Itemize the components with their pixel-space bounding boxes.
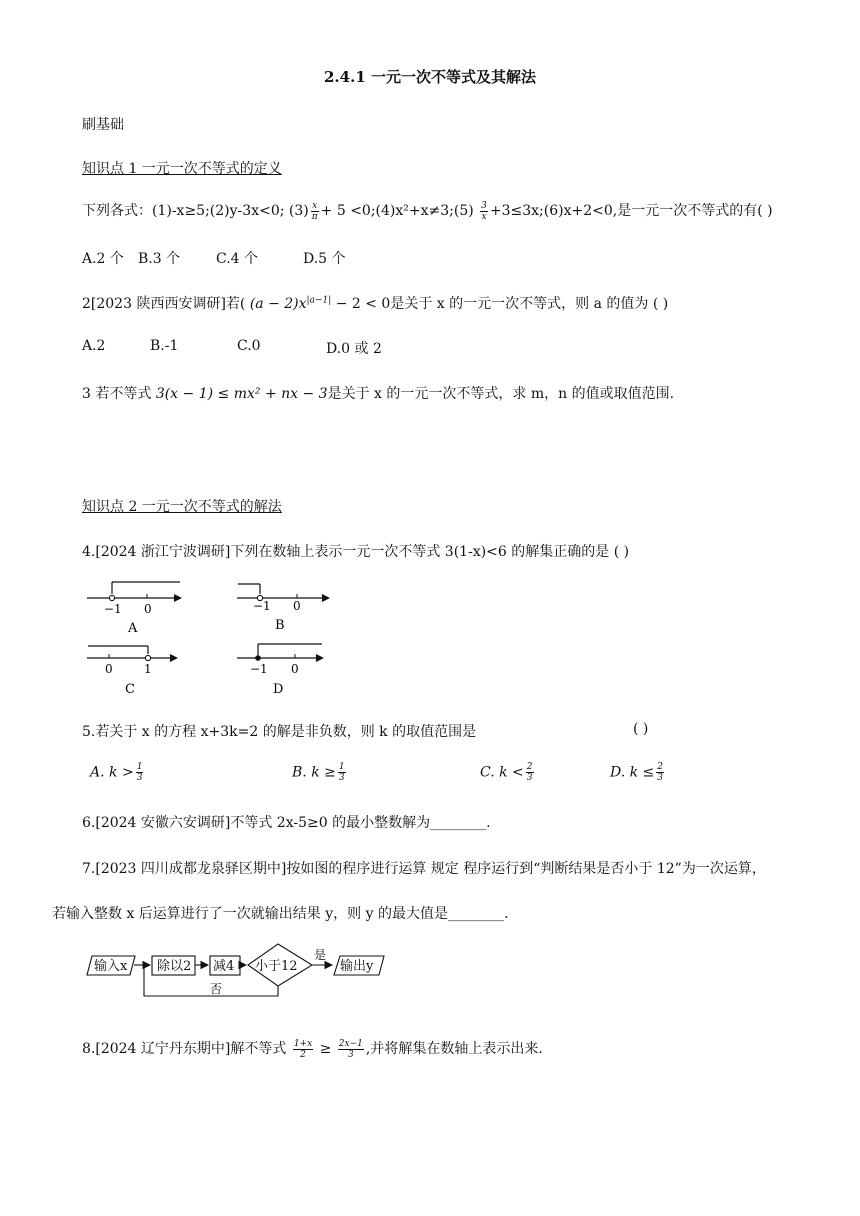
tick-label-minus-1: −1 (104, 602, 122, 616)
tick-label-1: 1 (144, 662, 152, 676)
question-1-option-a: A.2 个 (82, 251, 124, 267)
question-7-line-2: 若输入整数 x 后运算进行了一次就输出结果 y，则 y 的最大值是________. (52, 906, 509, 922)
tick-label-0: 0 (105, 662, 113, 676)
number-line-options-figure (82, 572, 342, 702)
question-8-text: 8.[2024 辽宁丹东期中]解不等式 $\frac{1+x}{2}$ ≥ $\frac{2x-1}{3}$ ,并将解集在数轴上表示出来. (82, 1038, 543, 1060)
option-label-d: D (273, 682, 284, 697)
question-4-text: 4.[2024 浙江宁波调研]下列在数轴上表示一元一次不等式 3(1-x)<6 的解集正确的是 ( ) (82, 544, 630, 560)
question-5-option-d: D. k ≤ $\frac{2}{3}$ (610, 762, 664, 783)
flow-yes-label: 是 (314, 948, 327, 962)
tick-label-minus-1: −1 (253, 599, 271, 613)
question-2-option-c: C.0 (237, 338, 261, 354)
section-basic-label: 刷基础 (82, 117, 124, 133)
question-5-answer-paren: ( ) (633, 721, 649, 737)
question-5-text: 5.若关于 x 的方程 x+3k=2 的解是非负数，则 k 的取值范围是 (82, 724, 477, 740)
flow-condition-label: 小于12 (255, 959, 298, 974)
flowchart-figure (82, 940, 392, 1006)
fraction-x-over-pi: $\frac{x}{\pi}$ (311, 200, 318, 222)
number-line-a (87, 582, 182, 636)
question-7-line-1: 7.[2023 四川成都龙泉驿区期中]按如图的程序进行运算 规定 程序运行到“判断结果是否小于 12”为一次运算， (82, 861, 766, 877)
question-6-text: 6.[2024 安徽六安调研]不等式 2x-5≥0 的最小整数解为________. (82, 815, 491, 831)
question-2-option-b: B.-1 (150, 338, 179, 354)
tick-label-minus-1: −1 (250, 662, 268, 676)
flow-output-label: 输出y (340, 959, 374, 974)
question-2-text: 2[2023 陕西西安调研]若( $(a - 2)x^{|a-1|} - 2 < 0$是关于 x 的一元一次不等式，则 a 的值为 ( ) (82, 295, 669, 312)
question-2-option-d: D.0 或 2 (326, 341, 382, 357)
number-line-c (87, 646, 178, 697)
question-1-text: 下列各式：(1)-x≥5;(2)y-3x<0; (3) $\frac{x}{\pi}$ + 5 <0;(4)x²+x≠3;(5) $\frac{3}{x}$ +3≤3x;(6)x+2<0,是一元一次不等式的有( ) (82, 200, 773, 222)
knowledge-point-1-heading: 知识点 1 一元一次不等式的定义 (82, 161, 282, 177)
option-label-b: B (275, 618, 285, 633)
flow-no-label: 否 (210, 982, 223, 996)
knowledge-point-2-heading: 知识点 2 一元一次不等式的解法 (82, 499, 282, 515)
tick-label-0: 0 (293, 599, 301, 613)
number-line-d (237, 644, 324, 697)
tick-label-0: 0 (291, 662, 299, 676)
fraction-3-over-x: $\frac{3}{x}$ (481, 200, 487, 222)
question-3-text: 3 若不等式 3(x − 1) ≤ mx² + nx − 3是关于 x 的一元一次不等式，求 m，n 的值或取值范围. (82, 386, 675, 402)
question-1-option-c: C.4 个 (216, 251, 259, 267)
tick-label-0: 0 (144, 602, 152, 616)
number-line-b (237, 584, 330, 633)
page-title: 2.4.1 一元一次不等式及其解法 (324, 68, 536, 86)
question-5-option-b: B. k ≥ $\frac{1}{3}$ (292, 762, 345, 783)
question-2-option-a: A.2 (82, 338, 106, 354)
question-5-option-c: C. k < $\frac{2}{3}$ (480, 762, 533, 783)
flow-divide-label: 除以2 (157, 959, 192, 974)
flow-subtract-label: 减4 (213, 959, 235, 974)
question-1-option-b: B.3 个 (138, 251, 181, 267)
question-1-option-d: D.5 个 (303, 251, 346, 267)
flow-input-label: 输入x (94, 959, 128, 974)
option-label-c: C (125, 682, 135, 697)
option-label-a: A (128, 621, 138, 636)
question-5-option-a: A. k > $\frac{1}{3}$ (90, 762, 143, 783)
